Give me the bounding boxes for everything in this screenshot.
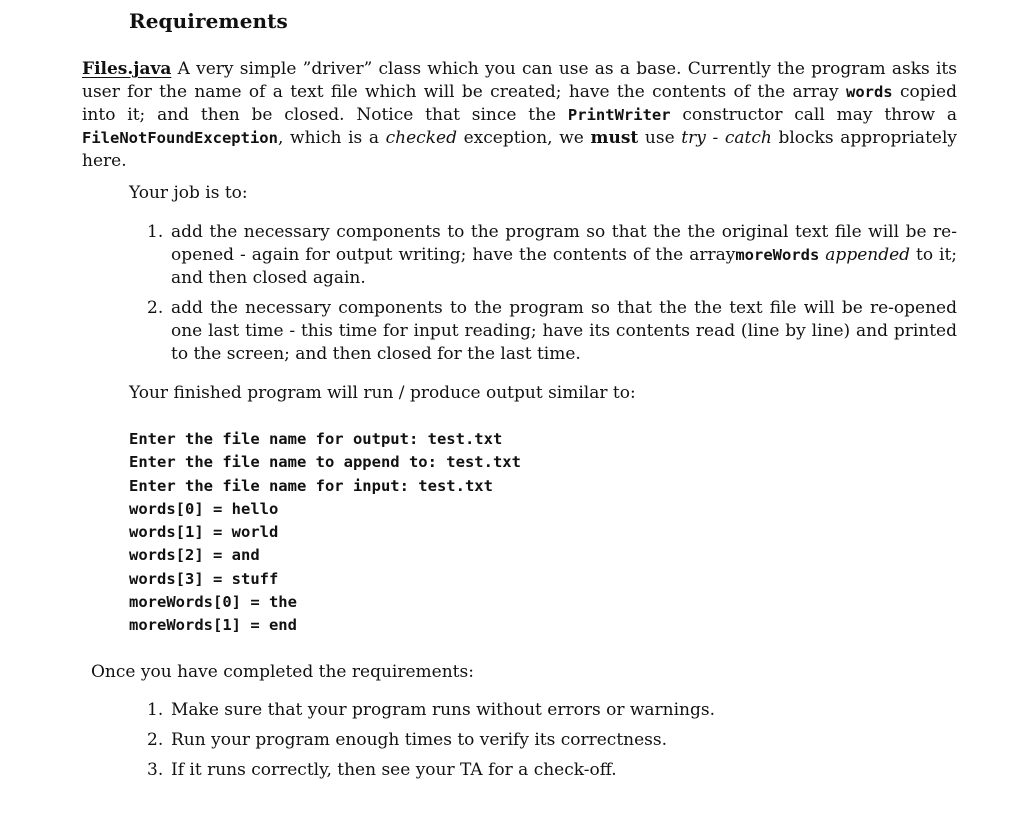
job-list	[147, 221, 957, 366]
emphasis-appended: appended	[825, 245, 911, 265]
list-item-number: 3.	[147, 760, 164, 780]
completion-item-text: Make sure that your program runs without errors or warnings.	[171, 700, 716, 720]
output-line: words[3] = stuff	[129, 569, 279, 588]
job-item-1-text-3: to it; and then closed again.	[171, 245, 958, 288]
files-java-description	[82, 58, 957, 173]
sample-output	[129, 428, 521, 638]
emphasis-try-catch: try - catch	[681, 128, 772, 148]
output-line: moreWords[0] = the	[129, 593, 297, 612]
list-item-number: 2.	[147, 298, 164, 318]
output-line: Enter the file name for output: test.txt	[129, 430, 503, 448]
code-morewords: moreWords	[735, 246, 820, 264]
list-item-number: 2.	[147, 730, 164, 750]
description-text-2: copied into it; and then be closed. Notice that since the	[82, 82, 957, 125]
code-words: words	[845, 83, 893, 101]
completion-intro: Once you have completed the requirements:	[91, 662, 474, 682]
job-item-1-text-1: add the necessary components to the program so that the the original text file will be re-opened - again for output writing; have the contents of the array	[171, 222, 957, 265]
output-line: words[1] = world	[129, 523, 279, 542]
code-printwriter: PrintWriter	[567, 106, 671, 124]
list-item-number: 1.	[147, 700, 164, 720]
list-item-number: 1.	[147, 222, 164, 242]
output-line: Enter the file name to append to: test.txt	[129, 453, 521, 472]
list-item	[147, 297, 957, 366]
description-text-6: use	[638, 128, 682, 148]
completion-list	[147, 699, 957, 782]
section-heading: Requirements	[129, 9, 288, 33]
completion-item-text: Run your program enough times to verify its correctness.	[171, 730, 668, 750]
output-line: words[2] = and	[129, 546, 260, 565]
description-text-7: blocks appropriately here.	[82, 128, 958, 171]
job-item-2-text: add the necessary components to the program so that the the text file will be re-opened one last time - this time for input reading; have its contents read (line by line) and printed to the screen; and then closed for the last time.	[171, 298, 957, 364]
output-line: moreWords[1] = end	[129, 616, 297, 635]
list-item	[147, 221, 957, 290]
list-item	[147, 729, 957, 752]
job-intro: Your job is to:	[129, 183, 248, 203]
strong-must: must	[590, 128, 639, 148]
emphasis-checked: checked	[385, 128, 457, 148]
description-text-3: constructor call may throw a	[670, 105, 957, 125]
description-text-4: , which is a	[277, 128, 386, 148]
output-intro: Your finished program will run / produce output similar to:	[129, 383, 636, 403]
list-item	[147, 699, 957, 722]
description-text-5: exception, we	[456, 128, 591, 148]
output-line: words[0] = hello	[129, 499, 279, 518]
output-line: Enter the file name for input: test.txt	[129, 476, 493, 495]
description-text-1: A very simple ”driver” class which you can use as a base. Currently the program asks its user for the name of a text file which will be created; have the contents of the array	[82, 59, 957, 102]
completion-item-text: If it runs correctly, then see your TA for a check-off.	[171, 760, 617, 780]
list-item	[147, 759, 957, 782]
code-exception: FileNotFoundException	[82, 129, 278, 147]
files-java-term: Files.java	[82, 59, 172, 79]
